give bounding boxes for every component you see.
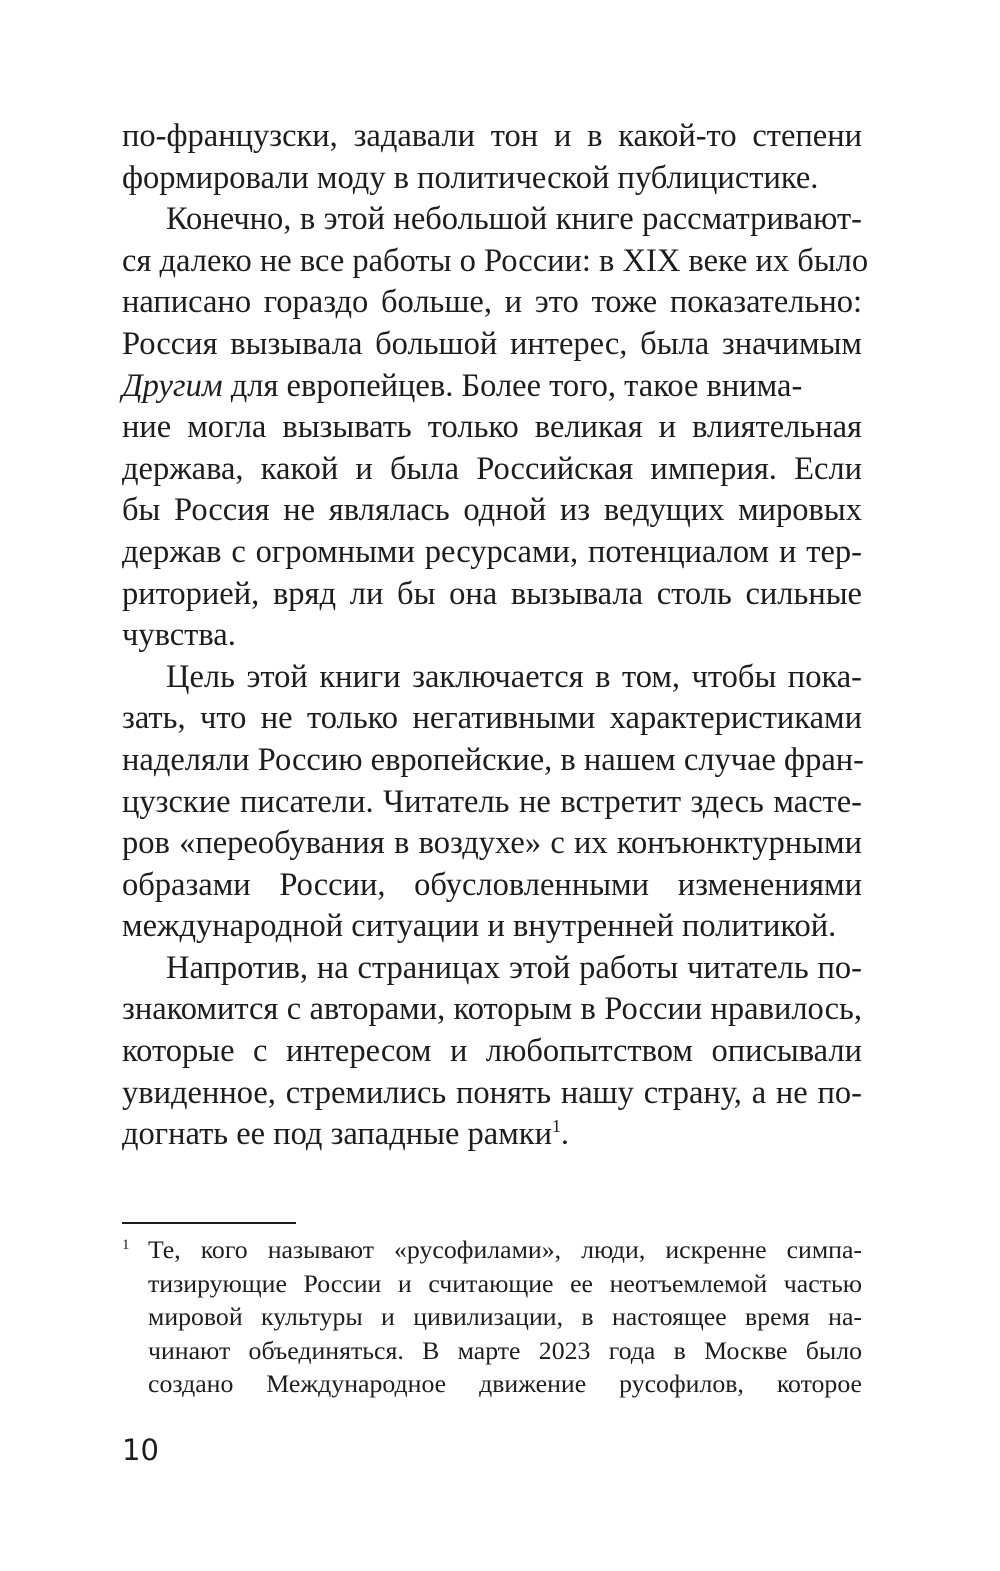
text-line: цузские писатели. Читатель не встретит здесь масте- (122, 783, 862, 820)
text-line: ние могла вызывать только великая и влиятельная (122, 409, 862, 446)
text-line-start: догнать ее под западные рамки (122, 1116, 552, 1153)
footnote-separator (122, 1222, 296, 1224)
text-line: написано гораздо больше, и это тоже показательно: (122, 284, 862, 321)
text-line: ся далеко не все работы о России: в XIX веке их было (122, 242, 869, 279)
text-line-end: . (560, 1116, 570, 1153)
text-line (122, 1114, 862, 1156)
text-line: Россия вызывала большой интерес, была значимым (122, 325, 862, 362)
text-line: бы Россия не являлась одной из ведущих мировых (122, 492, 862, 529)
text-line: увиденное, стремились понять нашу страну, а не по- (122, 1074, 862, 1111)
main-text (122, 116, 869, 1156)
text-line: зать, что не только негативными характеристиками (122, 700, 862, 737)
text-line: международной ситуации и внутренней политикой. (122, 908, 837, 945)
text-line: наделяли Россию европейские, в нашем случае фран- (122, 741, 865, 778)
text-line: по-французски, задавали тон и в какой-то степени (122, 118, 862, 154)
footnote-line: чинают объединяться. В марте 2023 года в Москве было (148, 1335, 862, 1365)
text-line: риторией, вряд ли бы она вызывала столь сильные (122, 575, 862, 612)
text-line: ров «переобувания в воздухе» с их конъюнктурными (122, 825, 862, 862)
text-line: знакомится с авторами, которым в России нравилось, (122, 991, 862, 1028)
footnote-marker: 1 (122, 1237, 130, 1253)
footnote-line: тизирующие России и считающие ее неотъемлемой частью (148, 1268, 862, 1298)
text-line: Конечно, в этой небольшой книге рассматривают- (166, 201, 862, 238)
footnote-line: Те, кого называют «русофилами», люди, искренне симпа- (148, 1235, 862, 1264)
footnote-line: создано Международное движение русофилов, которое (148, 1369, 862, 1398)
page-number: 10 (122, 1433, 159, 1467)
footnote (122, 1233, 862, 1401)
text-line: чувства. (122, 617, 236, 654)
text-line-rest: для европейцев. Более того, такое внима- (222, 367, 803, 404)
text-line: Напротив, на страницах этой работы читатель по- (166, 949, 862, 986)
text-line (122, 366, 862, 408)
text-line: Цель этой книги заключается в том, чтобы пока- (166, 658, 862, 695)
text-line: формировали моду в политической публицистике. (122, 159, 819, 196)
footnote-line: мировой культуры и цивилизации, в настоящее время на- (148, 1302, 862, 1331)
text-line: держава, какой и была Российская империя. Если (122, 450, 862, 487)
footnote-reference[interactable]: 1 (551, 1116, 561, 1137)
text-line: которые с интересом и любопытством описывали (122, 1033, 862, 1070)
text-line: образами России, обусловленными изменениями (122, 866, 862, 903)
text-line: держав с огромными ресурсами, потенциалом и тер- (122, 533, 862, 570)
italic-emphasis: Другим (122, 367, 223, 404)
